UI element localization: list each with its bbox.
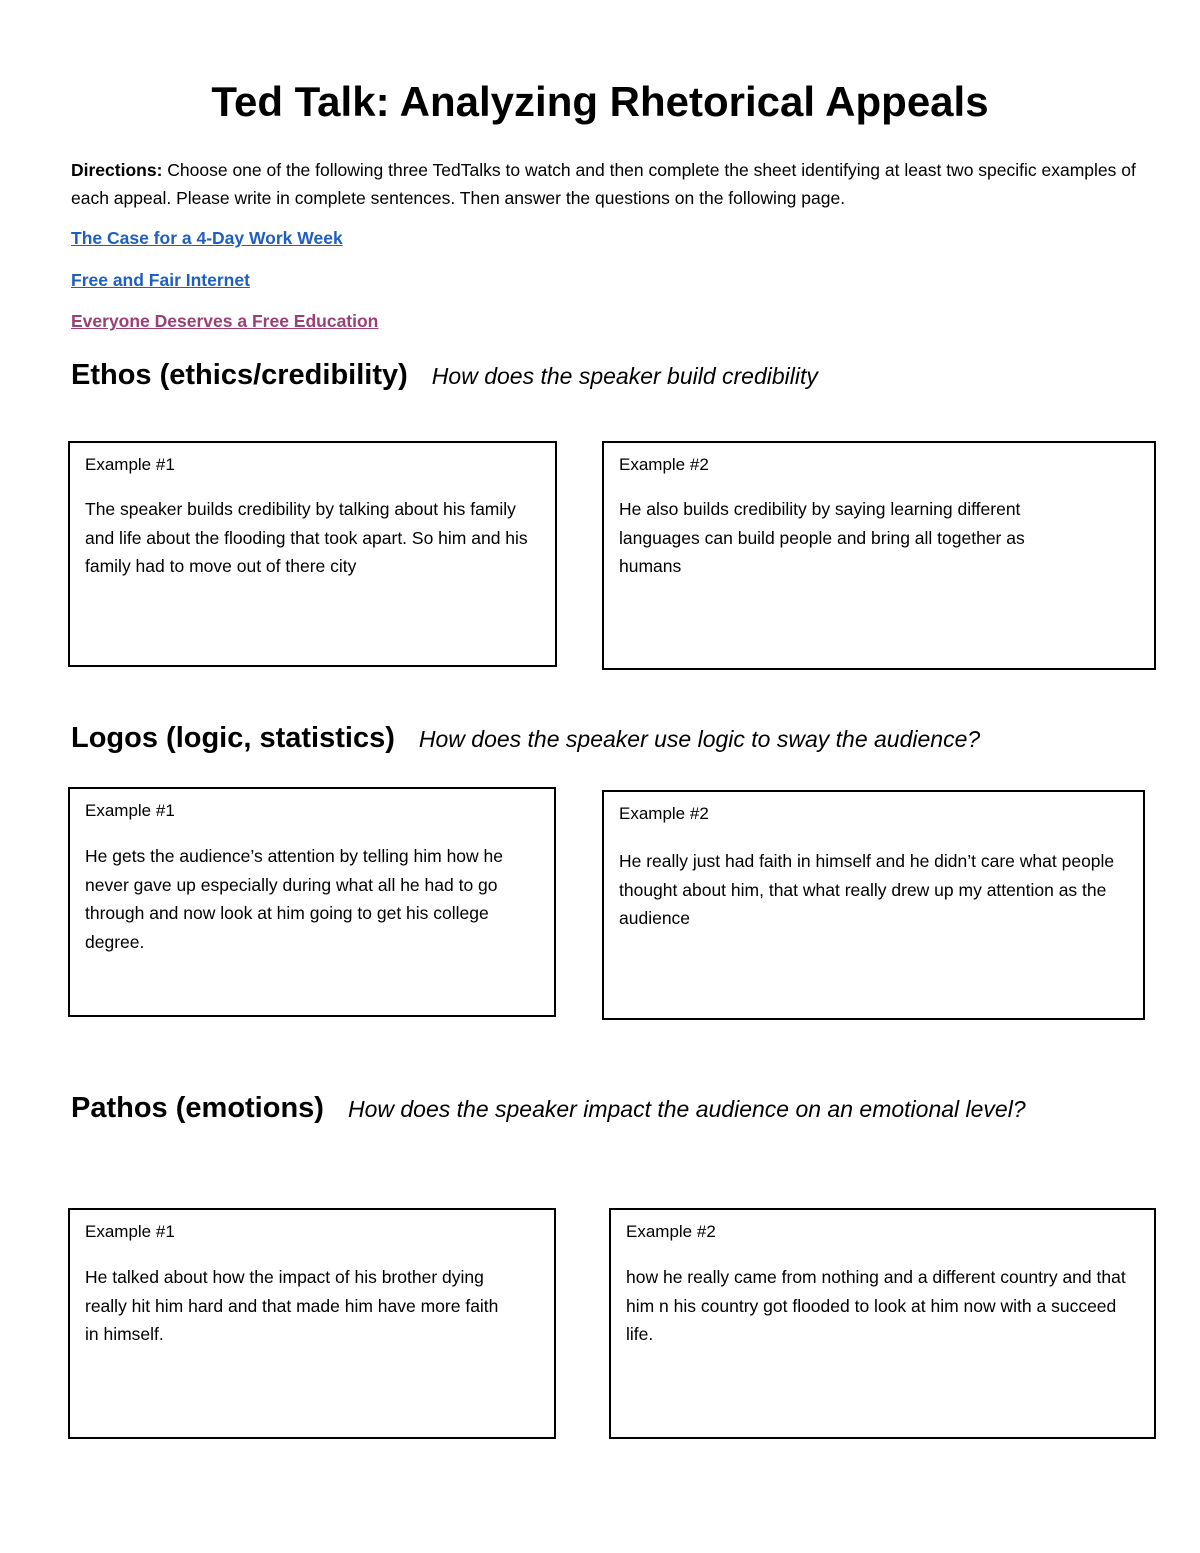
pathos-title: Pathos (emotions) [71, 1092, 324, 1124]
link-free-fair-internet[interactable]: Free and Fair Internet [71, 270, 250, 290]
logos-example-1-answer: He gets the audience’s attention by telling him how he never gave up especially during what all he had to go through and now look at him going to get his college degree. [85, 846, 504, 952]
ethos-title: Ethos (ethics/credibility) [71, 359, 408, 391]
pathos-example-2-label: Example #2 [626, 1222, 716, 1241]
directions-paragraph [71, 156, 1141, 212]
ethos-question: How does the speaker build credibility [431, 363, 818, 389]
link-4-day-work-week[interactable]: The Case for a 4-Day Work Week [71, 228, 343, 248]
logos-example-2-answer: He really just had faith in himself and he didn’t care what people thought about him, that what really drew up my attention as the audience [619, 851, 1115, 928]
pathos-question: How does the speaker impact the audience on an emotional level? [347, 1096, 1026, 1122]
pathos-heading [71, 1088, 1026, 1133]
logos-example-2-label: Example #2 [619, 804, 709, 823]
directions-label: Directions: [71, 160, 163, 180]
ethos-example-1-box[interactable] [68, 441, 557, 667]
ethos-example-2-answer: He also builds credibility by saying learning different languages can build people and bring all together as humans [619, 499, 1025, 576]
ethos-example-1-answer: The speaker builds credibility by talking about his family and life about the flooding that took apart. So him and his family had to move out of there city [85, 499, 528, 576]
directions-text: Choose one of the following three TedTalks to watch and then complete the sheet identifying at least two specific examples of each appeal. Please write in complete sentences. Then answer the questions on the following page. [71, 160, 1136, 208]
pathos-example-1-box[interactable] [68, 1208, 556, 1439]
logos-example-2-box[interactable] [602, 790, 1145, 1020]
ethos-example-1-label: Example #1 [85, 455, 175, 474]
pathos-example-1-answer: He talked about how the impact of his brother dying really hit him hard and that made him have more faith in himself. [85, 1267, 499, 1344]
pathos-example-1-label: Example #1 [85, 1222, 175, 1241]
ethos-heading [71, 355, 818, 400]
logos-example-1-box[interactable] [68, 787, 556, 1017]
ethos-example-2-label: Example #2 [619, 455, 709, 474]
pathos-example-2-answer: how he really came from nothing and a different country and that him n his country got flooded to look at him now with a succeed life. [626, 1267, 1126, 1344]
logos-question: How does the speaker use logic to sway the audience? [418, 726, 981, 752]
pathos-example-2-box[interactable] [609, 1208, 1156, 1439]
page-title: Ted Talk: Analyzing Rhetorical Appeals [211, 78, 989, 125]
logos-example-1-label: Example #1 [85, 801, 175, 820]
logos-heading [71, 718, 980, 763]
logos-title: Logos (logic, statistics) [71, 722, 395, 754]
ethos-example-2-box[interactable] [602, 441, 1156, 670]
link-free-education[interactable]: Everyone Deserves a Free Education [71, 311, 379, 331]
